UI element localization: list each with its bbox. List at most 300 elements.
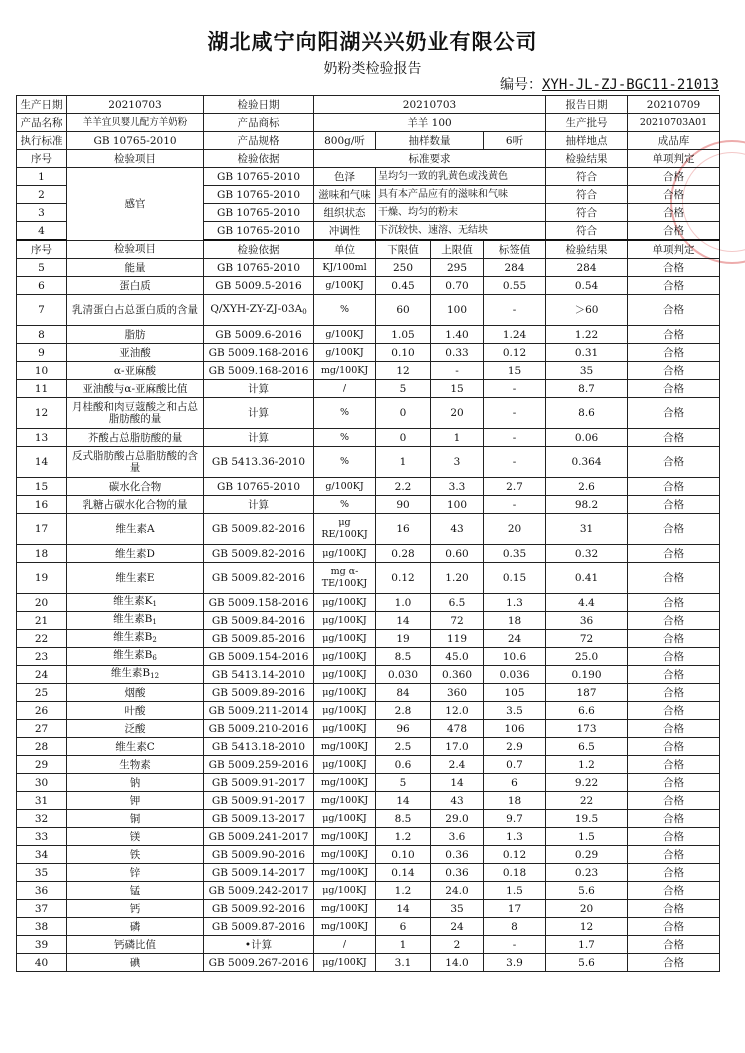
nutrient-header-basis: 检验依据 [204, 240, 314, 259]
unit: mg/100KJ [314, 900, 376, 918]
test-item-text: α-亚麻酸 [113, 364, 157, 377]
item-verdict: 合格 [628, 828, 720, 846]
test-result: 1.22 [546, 326, 628, 344]
label-value: 18 [484, 612, 546, 630]
upper-limit: 3.6 [431, 828, 484, 846]
nutrient-row [17, 918, 720, 936]
label-value: 3.9 [484, 954, 546, 972]
lower-limit: 14 [376, 612, 431, 630]
lower-limit: 1 [376, 936, 431, 954]
test-basis-text: GB 5009.211-2014 [208, 704, 309, 717]
lower-limit: 8.5 [376, 648, 431, 666]
test-basis-text: GB 5009.168-2016 [208, 364, 309, 377]
test-item [67, 630, 204, 648]
test-item-text: 铁 [129, 848, 141, 861]
test-item [67, 936, 204, 954]
test-item-text: 磷 [129, 920, 141, 933]
test-result: 5.6 [546, 954, 628, 972]
test-item-text: 钠 [129, 776, 141, 789]
label-value: 0.35 [484, 545, 546, 563]
row-number: 5 [17, 259, 67, 277]
test-result: 98.2 [546, 496, 628, 514]
test-item [67, 380, 204, 398]
unit: KJ/100ml [314, 259, 376, 277]
unit: μg/100KJ [314, 810, 376, 828]
report-number-label: 编号： [499, 77, 542, 93]
test-item-text: 碳水化合物 [108, 480, 162, 493]
test-item-text: 维生素A [115, 523, 155, 535]
test-basis [204, 882, 314, 900]
item-verdict: 合格 [628, 259, 720, 277]
unit: mg/100KJ [314, 774, 376, 792]
test-result: 0.06 [546, 429, 628, 447]
test-item [67, 362, 204, 380]
label-value: - [484, 936, 546, 954]
label-value: 2.9 [484, 738, 546, 756]
test-item [67, 792, 204, 810]
label-value: - [484, 447, 546, 478]
test-basis [204, 344, 314, 362]
row-number: 22 [17, 630, 67, 648]
nutrient-row [17, 900, 720, 918]
test-result: 符合 [546, 204, 628, 222]
nutrient-row [17, 563, 720, 594]
upper-limit: 43 [431, 514, 484, 545]
brand-label: 产品商标 [204, 114, 314, 132]
test-basis [204, 478, 314, 496]
test-basis [204, 720, 314, 738]
label-value: 105 [484, 684, 546, 702]
lower-limit: 14 [376, 900, 431, 918]
test-item-text: 钾 [129, 794, 141, 807]
lower-limit: 0.14 [376, 864, 431, 882]
test-item [67, 259, 204, 277]
row-number: 26 [17, 702, 67, 720]
upper-limit: 12.0 [431, 702, 484, 720]
label-value: 1.24 [484, 326, 546, 344]
item-verdict: 合格 [628, 344, 720, 362]
sample-qty-label: 抽样数量 [376, 132, 484, 150]
nutrient-row [17, 864, 720, 882]
label-value: - [484, 380, 546, 398]
lower-limit: 1 [376, 447, 431, 478]
lower-limit: 90 [376, 496, 431, 514]
upper-limit: 3.3 [431, 478, 484, 496]
test-item-text: 烟酸 [124, 686, 146, 699]
test-item [67, 398, 204, 429]
test-basis [204, 594, 314, 612]
nutrient-row [17, 810, 720, 828]
nutrient-header-item: 检验项目 [67, 240, 204, 259]
upper-limit: 0.36 [431, 864, 484, 882]
unit: mg/100KJ [314, 792, 376, 810]
nutrient-row [17, 326, 720, 344]
row-number: 13 [17, 429, 67, 447]
test-item-text: 维生素B [113, 649, 153, 661]
test-basis [204, 380, 314, 398]
row-number: 21 [17, 612, 67, 630]
unit: % [314, 295, 376, 326]
test-basis-text: GB 5009.82-2016 [211, 547, 306, 560]
test-result: 72 [546, 630, 628, 648]
item-verdict: 合格 [628, 563, 720, 594]
upper-limit: 72 [431, 612, 484, 630]
inspection-table-body [17, 96, 720, 972]
unit: % [314, 496, 376, 514]
row-number: 1 [17, 168, 67, 186]
test-basis [204, 900, 314, 918]
test-basis-text: GB 5413.18-2010 [211, 740, 306, 753]
lower-limit: 12 [376, 362, 431, 380]
test-item-text: 反式脂肪酸占总脂肪酸的含量 [72, 450, 198, 474]
unit: μg/100KJ [314, 882, 376, 900]
test-basis-text: GB 5009.5-2016 [215, 279, 302, 292]
test-result: 0.41 [546, 563, 628, 594]
batch-label: 生产批号 [546, 114, 628, 132]
report-date-value: 20210709 [628, 96, 720, 114]
test-item [67, 496, 204, 514]
test-basis-text: GB 5009.85-2016 [211, 632, 306, 645]
upper-limit: 0.60 [431, 545, 484, 563]
test-basis: GB 10765-2010 [204, 222, 314, 241]
test-item-subscript: 6 [152, 654, 157, 662]
test-basis-text: 计算 [248, 382, 269, 395]
nutrient-row [17, 936, 720, 954]
test-result: 8.6 [546, 398, 628, 429]
test-basis-text: 计算 [248, 407, 269, 419]
unit: mg α-TE/100KJ [314, 563, 376, 594]
nutrient-row [17, 720, 720, 738]
production-date-label: 生产日期 [17, 96, 67, 114]
nutrient-row [17, 828, 720, 846]
lower-limit: 6 [376, 918, 431, 936]
test-item-text: 维生素B [113, 631, 153, 643]
lower-limit: 1.0 [376, 594, 431, 612]
upper-limit: 295 [431, 259, 484, 277]
row-number: 35 [17, 864, 67, 882]
test-item [67, 648, 204, 666]
row-number: 17 [17, 514, 67, 545]
test-item [67, 774, 204, 792]
label-value: - [484, 295, 546, 326]
label-value: 0.15 [484, 563, 546, 594]
test-basis [204, 496, 314, 514]
test-item [67, 882, 204, 900]
unit: μg RE/100KJ [314, 514, 376, 545]
nutrient-row [17, 684, 720, 702]
item-verdict: 合格 [628, 429, 720, 447]
standard-requirement: 呈均匀一致的乳黄色或浅黄色 [376, 168, 546, 186]
sensory-attribute: 组织状态 [314, 204, 376, 222]
test-basis [204, 828, 314, 846]
test-item-text: 维生素B [110, 667, 151, 679]
test-basis [204, 398, 314, 429]
item-verdict: 合格 [628, 362, 720, 380]
brand-value: 羊羊 100 [314, 114, 546, 132]
test-item-text: 泛酸 [124, 722, 146, 735]
upper-limit: 43 [431, 792, 484, 810]
lower-limit: 2.5 [376, 738, 431, 756]
test-item [67, 684, 204, 702]
sensory-header-basis: 检验依据 [204, 150, 314, 168]
unit: μg/100KJ [314, 756, 376, 774]
inspection-table [16, 95, 720, 972]
upper-limit: 0.36 [431, 846, 484, 864]
row-number: 39 [17, 936, 67, 954]
label-value: 10.6 [484, 648, 546, 666]
test-basis [204, 648, 314, 666]
nutrient-row [17, 344, 720, 362]
test-result: 0.29 [546, 846, 628, 864]
item-verdict: 合格 [628, 702, 720, 720]
test-result: 0.31 [546, 344, 628, 362]
test-basis: GB 10765-2010 [204, 168, 314, 186]
unit: μg/100KJ [314, 630, 376, 648]
test-item-text: 叶酸 [124, 704, 146, 717]
row-number: 40 [17, 954, 67, 972]
test-basis [204, 864, 314, 882]
item-verdict: 合格 [628, 295, 720, 326]
test-result: 符合 [546, 222, 628, 241]
test-basis-text: GB 5009.210-2016 [208, 722, 309, 735]
test-basis [204, 259, 314, 277]
unit: μg/100KJ [314, 612, 376, 630]
label-value: 106 [484, 720, 546, 738]
unit: g/100KJ [314, 344, 376, 362]
sensory-header-no: 序号 [17, 150, 67, 168]
test-basis [204, 774, 314, 792]
unit: μg/100KJ [314, 702, 376, 720]
lower-limit: 2.2 [376, 478, 431, 496]
test-basis [204, 684, 314, 702]
item-verdict: 合格 [628, 380, 720, 398]
label-value: 6 [484, 774, 546, 792]
row-number: 30 [17, 774, 67, 792]
test-item [67, 954, 204, 972]
nutrient-row [17, 545, 720, 563]
test-result: 0.23 [546, 864, 628, 882]
upper-limit: 24 [431, 918, 484, 936]
test-item-text: 脂肪 [124, 328, 146, 341]
nutrient-row [17, 380, 720, 398]
test-basis-text: GB 5009.13-2017 [211, 812, 306, 825]
lower-limit: 2.8 [376, 702, 431, 720]
test-item-text: 维生素D [115, 547, 155, 560]
lower-limit: 0.28 [376, 545, 431, 563]
sample-qty-value: 6听 [484, 132, 546, 150]
upper-limit: 0.33 [431, 344, 484, 362]
item-verdict: 合格 [628, 630, 720, 648]
row-number: 15 [17, 478, 67, 496]
row-number: 29 [17, 756, 67, 774]
test-item [67, 846, 204, 864]
label-value: 0.7 [484, 756, 546, 774]
lower-limit: 1.05 [376, 326, 431, 344]
item-verdict: 合格 [628, 918, 720, 936]
test-basis-text: GB 5009.14-2017 [211, 866, 306, 879]
test-item [67, 429, 204, 447]
nutrient-row [17, 756, 720, 774]
nutrient-header-no: 序号 [17, 240, 67, 259]
unit: μg/100KJ [314, 684, 376, 702]
test-basis-text: GB 5009.82-2016 [211, 523, 306, 535]
test-basis [204, 792, 314, 810]
label-value: - [484, 496, 546, 514]
row-number: 3 [17, 204, 67, 222]
nutrient-row [17, 295, 720, 326]
label-value: 0.55 [484, 277, 546, 295]
test-result: 0.54 [546, 277, 628, 295]
test-basis-text: GB 5009.241-2017 [208, 830, 309, 843]
unit: g/100KJ [314, 478, 376, 496]
upper-limit: 20 [431, 398, 484, 429]
test-basis-text: GB 5413.36-2010 [211, 456, 306, 468]
test-item-text: 亚油酸与α-亚麻酸比值 [82, 382, 188, 395]
standard-requirement: 干燥、均匀的粉末 [376, 204, 546, 222]
unit: mg/100KJ [314, 828, 376, 846]
upper-limit: 0.360 [431, 666, 484, 684]
lower-limit: 1.2 [376, 882, 431, 900]
test-result: 8.7 [546, 380, 628, 398]
test-result: 12 [546, 918, 628, 936]
test-basis: GB 10765-2010 [204, 186, 314, 204]
unit: μg/100KJ [314, 545, 376, 563]
test-basis [204, 612, 314, 630]
lower-limit: 3.1 [376, 954, 431, 972]
test-item [67, 563, 204, 594]
report-date-label: 报告日期 [546, 96, 628, 114]
nutrient-row [17, 362, 720, 380]
test-basis-text: GB 5009.90-2016 [211, 848, 306, 861]
test-basis [204, 738, 314, 756]
standard-value: GB 10765-2010 [67, 132, 204, 150]
lower-limit: 14 [376, 792, 431, 810]
label-value: - [484, 429, 546, 447]
upper-limit: 15 [431, 380, 484, 398]
test-basis-text: GB 5009.242-2017 [208, 884, 309, 897]
sensory-header-item: 检验项目 [67, 150, 204, 168]
test-item-text: 钙磷比值 [114, 938, 156, 951]
test-basis [204, 514, 314, 545]
item-verdict: 合格 [628, 168, 720, 186]
nutrient-row [17, 429, 720, 447]
test-basis-text: GB 5009.267-2016 [208, 956, 309, 969]
row-number: 20 [17, 594, 67, 612]
test-result: 4.4 [546, 594, 628, 612]
item-verdict: 合格 [628, 447, 720, 478]
lower-limit: 96 [376, 720, 431, 738]
upper-limit: 2.4 [431, 756, 484, 774]
test-result: 0.32 [546, 545, 628, 563]
test-result: 35 [546, 362, 628, 380]
unit: mg/100KJ [314, 738, 376, 756]
test-basis-text: GB 5009.168-2016 [208, 346, 309, 359]
batch-value: 20210703A01 [628, 114, 720, 132]
item-verdict: 合格 [628, 398, 720, 429]
upper-limit: 17.0 [431, 738, 484, 756]
test-item [67, 545, 204, 563]
unit: mg/100KJ [314, 918, 376, 936]
test-item-text: 维生素K [113, 595, 153, 607]
lower-limit: 0.12 [376, 563, 431, 594]
unit: μg/100KJ [314, 594, 376, 612]
test-basis [204, 447, 314, 478]
test-basis [204, 846, 314, 864]
upper-limit: 24.0 [431, 882, 484, 900]
nutrient-row [17, 738, 720, 756]
test-item [67, 478, 204, 496]
label-value: 15 [484, 362, 546, 380]
item-verdict: 合格 [628, 846, 720, 864]
test-item-subscript: 1 [152, 600, 157, 608]
label-value: 1.5 [484, 882, 546, 900]
upper-limit: 6.5 [431, 594, 484, 612]
test-result: 2.6 [546, 478, 628, 496]
unit: μg/100KJ [314, 720, 376, 738]
nutrient-row [17, 612, 720, 630]
unit: μg/100KJ [314, 648, 376, 666]
item-verdict: 合格 [628, 277, 720, 295]
unit: mg/100KJ [314, 846, 376, 864]
nutrient-row [17, 478, 720, 496]
unit: μg/100KJ [314, 666, 376, 684]
item-verdict: 合格 [628, 612, 720, 630]
row-number: 6 [17, 277, 67, 295]
label-value: 24 [484, 630, 546, 648]
test-basis [204, 326, 314, 344]
test-basis [204, 954, 314, 972]
row-number: 19 [17, 563, 67, 594]
item-verdict: 合格 [628, 882, 720, 900]
test-item [67, 514, 204, 545]
report-number [500, 74, 719, 94]
upper-limit: 1.40 [431, 326, 484, 344]
test-result: 9.22 [546, 774, 628, 792]
test-basis-text: GB 5009.259-2016 [208, 758, 309, 771]
nutrient-row [17, 702, 720, 720]
test-basis-text: GB 5009.84-2016 [211, 614, 306, 627]
test-item-text: 镁 [129, 830, 141, 843]
report-title: 奶粉类检验报告 [323, 61, 422, 77]
test-item [67, 756, 204, 774]
row-number: 12 [17, 398, 67, 429]
unit: % [314, 398, 376, 429]
test-basis [204, 630, 314, 648]
upper-limit: 478 [431, 720, 484, 738]
row-number: 32 [17, 810, 67, 828]
row-number: 8 [17, 326, 67, 344]
unit: mg/100KJ [314, 864, 376, 882]
unit: g/100KJ [314, 326, 376, 344]
label-value: 0.12 [484, 344, 546, 362]
test-item-subscript: 1 [152, 618, 157, 626]
unit: μg/100KJ [314, 954, 376, 972]
nutrient-row [17, 666, 720, 684]
test-basis-text: GB 5009.89-2016 [211, 686, 306, 699]
row-number: 38 [17, 918, 67, 936]
test-item-subscript: 2 [152, 636, 157, 644]
unit: % [314, 429, 376, 447]
sensory-attribute: 色泽 [314, 168, 376, 186]
test-result: 36 [546, 612, 628, 630]
test-item-text: 维生素C [115, 740, 155, 753]
lower-limit: 16 [376, 514, 431, 545]
spec-value: 800g/听 [314, 132, 376, 150]
unit: / [314, 380, 376, 398]
test-item [67, 612, 204, 630]
nutrient-header-max: 上限值 [431, 240, 484, 259]
label-value: 0.036 [484, 666, 546, 684]
